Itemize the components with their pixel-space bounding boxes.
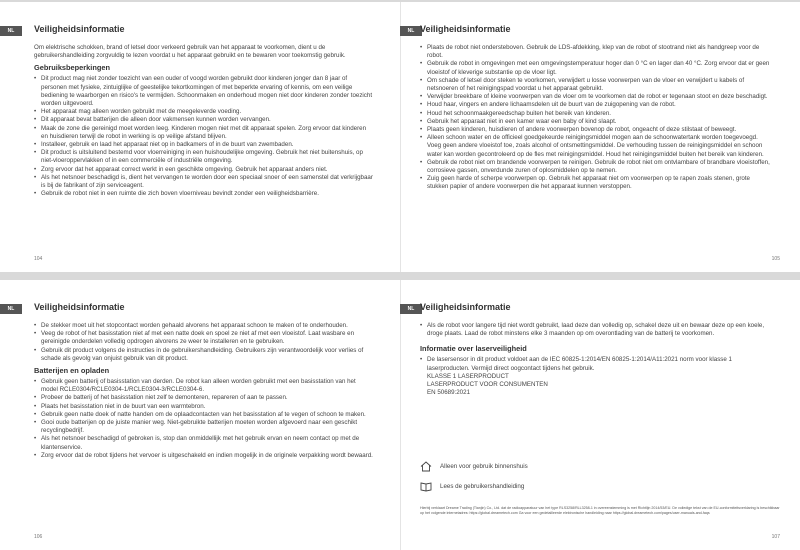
page-104 [0,2,400,272]
section-heading: Gebruiksbeperkingen [34,63,110,73]
page-title: Veiligheidsinformatie [420,24,511,34]
page-content [420,322,772,397]
list-item: • Installeer, gebruik en laad het apparaat niet op in badkamers of in de buurt van zwembaden. [34,141,374,149]
list-item: • Gooi oude batterijen op de juiste manier weg. Niet-gebruikte batterijen moeten worden afgevoerd naar een geschikt recyclingbedrijf. [34,419,374,435]
list-item: • Gebruik de robot niet in een ruimte die zich boven vloerniveau bevindt zonder een veiligheidsbarrière. [34,190,374,198]
indoor-notice [420,461,528,472]
list-item: • Maak de zone die gereinigd moet worden leeg. Kinderen mogen niet met dit apparaat spelen. Zorg ervoor dat kinderen en huisdieren terwijl de robot in werking is op veilige afstand blijven. [34,125,374,141]
top-spread [0,2,800,272]
list-item: • Als het netsnoer beschadigd of gebroken is, stop dan onmiddellijk met het gebruik ervan en neem contact op met de klantenservice. [34,435,374,451]
list-item: • Om schade of letsel door steken te voorkomen, verwijdert u losse voorwerpen van de vloer en verwijdert u kabels of netsnoeren of het reinigingspad voordat u het apparaat gebruikt. [420,77,772,93]
list-item: • Plaats geen kinderen, huisdieren of andere voorwerpen bovenop de robot, ongeacht of deze stilstaat of beweegt. [420,126,772,134]
manual-notice-label: Lees de gebruikershandleiding [440,483,525,490]
list-item: • Gebruik geen natte doek of natte handen om de oplaadcontacten van het basisstation af te vegen of schoon te maken. [34,411,374,419]
language-tab: NL [400,304,422,314]
page-105 [400,2,800,272]
list-item: • Plaats de robot niet ondersteboven. Gebruik de LDS-afdekking, klep van de robot of stootrand niet als handgreep voor de robot. [420,44,772,60]
language-tab: NL [400,26,422,36]
bullet-list [34,378,374,460]
page-number: 106 [34,534,43,540]
list-item: • Alleen schoon water en de officieel goedgekeurde reinigingsmiddel mogen aan de schoonwatertank worden toegevoegd. Voeg geen andere vloeistof toe, zoals alcohol of ontsmettingsmiddel. De verhouding tussen de reinigingsmiddel en schoon water kan worden gecontroleerd op de fles met reinigingsmiddel. Houd het reinigingsmiddel buiten het bereik van kinderen. [420,134,772,159]
indoor-notice-label: Alleen voor gebruik binnenshuis [440,463,528,470]
list-item: • Als de robot voor langere tijd niet wordt gebruikt, laad deze dan volledig op, schakel deze uit en bewaar deze op een koele, droge plaats. Laad de robot minstens elke 3 maanden op om overontlading van de batterij te voorkomen. [420,322,772,338]
bullet-list [34,322,374,363]
page-title: Veiligheidsinformatie [420,302,511,312]
laser-class-line: LASERPRODUCT VOOR CONSUMENTEN [427,381,548,389]
page-107 [400,280,800,550]
manual-notice [420,481,524,492]
list-item: • Gebruik geen batterij of basisstation van derden. De robot kan alleen worden gebruikt met een basisstation van het model RCLE0304/RCLE0304-1/RCLE0304-3/RCLE0304-6. [34,378,374,394]
list-item: • De stekker moet uit het stopcontact worden gehaald alvorens het apparaat schoon te maken of te onderhouden. [34,322,374,330]
bullet-list [420,356,772,372]
language-tab: NL [0,304,22,314]
list-item: • Zuig geen harde of scherpe voorwerpen op. Gebruik het apparaat niet om voorwerpen op te rapen zoals stenen, grote stukken papier of andere voorwerpen die het apparaat kunnen verstoppen. [420,175,772,191]
laser-class-line: KLASSE 1 LASERPRODUCT [427,372,509,380]
list-item: • Houd het schoonmaakgereedschap buiten het bereik van kinderen. [420,110,772,118]
page-content [34,44,374,198]
read-manual-icon [420,481,432,492]
page-content [420,44,772,192]
language-tab: NL [0,26,22,36]
bullet-list [420,44,772,192]
list-item: • Zorg ervoor dat de robot tijdens het vervoer is uitgeschakeld en indien mogelijk in de originele verpakking wordt bewaard. [34,452,374,460]
list-item: • Houd haar, vingers en andere lichaamsdelen uit de buurt van de zuigopening van de robot. [420,101,772,109]
list-item: • Veeg de robot of het basisstation niet af met een natte doek en spoel ze niet af met een vloeistof. Laat wasbare en gereinigde onderdelen volledig opdrogen alvorens ze weer te installeren en te gebruiken. [34,330,374,346]
page-content [34,322,374,460]
page-number: 105 [771,256,780,262]
bottom-spread [0,280,800,550]
bullet-list [34,75,374,198]
list-item: • Gebruik dit product volgens de instructies in de gebruikershandleiding. Gebruikers zijn verantwoordelijk voor verlies of schade als gevolg van onjuist gebruik van dit product. [34,347,374,363]
list-item: • Gebruik de robot in omgevingen met een omgevingstemperatuur hoger dan 0 °C en lager dan 40 °C. Zorg ervoor dat er geen vloeistof of kleverige substantie op de vloer ligt. [420,60,772,76]
section-heading: Batterijen en opladen [34,366,110,376]
page-title: Veiligheidsinformatie [34,302,125,312]
intro-paragraph: Om elektrische schokken, brand of letsel door verkeerd gebruik van het apparaat te voorkomen, dient u de gebruikershandleiding zorgvuldig te lezen voordat u het apparaat gebruikt en te bewaren voor toekomstig gebruik. [34,44,346,60]
list-item: • Plaats het basisstation niet in de buurt van een warmtebron. [34,403,374,411]
house-icon [420,461,432,472]
list-item: • Als het netsnoer beschadigd is, dient het vervangen te worden door een speciaal snoer of een samenstel dat verkrijgbaar is bij de fabrikant of zijn serviceagent. [34,174,374,190]
list-item: • Probeer de batterij of het basisstation niet zelf te demonteren, repareren of aan te passen. [34,394,374,402]
list-item: • Gebruik de robot niet om brandende voorwerpen te reinigen. Gebruik de robot niet om ontvlambare of brandbare vloeistoffen, corrosieve gassen, onverdunde zuren of oplosmiddelen op te nemen. [420,159,772,175]
list-item: • Gebruik het apparaat niet in een kamer waar een baby of kind slaapt. [420,118,772,126]
declaration-footnote: Hierbij verklaart Dreame Trading (Tianjin) Co., Ltd. dat de radioapparatuur van het type RLS3258/RLL3258-1 in overeenstemming is met Richtlijn 2014/53/EU. De volledige tekst van de EU-conformiteitsverklaring is beschikbaar op het volgende internetadres: https://global.dreametech.com Ga voor een gedetailleerde elektronische handleiding naar https://global.dreametech.com/pages/user-manuals-and-faqs [420,506,780,515]
list-item: • Dit apparaat bevat batterijen die alleen door vakmensen kunnen worden vervangen. [34,116,374,124]
list-item: • Dit product mag niet zonder toezicht van een ouder of voogd worden gebruikt door kinderen jonger dan 8 jaar of personen met fysieke, zintuiglijke of geestelijke tekortkomingen of met beperkte ervaring of kennis, om een veilige bediening te waarborgen en risico's te vermijden. Schoonmaken en onderhoud mogen niet door kinderen zonder toezicht worden uitgevoerd. [34,75,374,108]
list-item: • Dit product is uitsluitend bestemd voor vloerreiniging in een huishoudelijke omgeving. Gebruik het niet buitenshuis, op niet-vloeroppervlakken of in een commerciële of industriële omgeving. [34,149,374,165]
list-item: • De lasersensor in dit product voldoet aan de IEC 60825-1:2014/EN 60825-1:2014/A11:2021 norm voor klasse 1 laserproducten. Vermijd direct oogcontact tijdens het gebruik. [420,356,772,372]
page-number: 104 [34,256,43,262]
section-heading: Informatie over laserveiligheid [420,344,527,354]
list-item: • Het apparaat mag alleen worden gebruikt met de meegeleverde voeding. [34,108,374,116]
list-item: • Zorg ervoor dat het apparaat correct werkt in een geschikte omgeving. Gebruik het apparaat anders niet. [34,166,374,174]
page-106 [0,280,400,550]
bullet-list [420,322,772,338]
laser-class-line: EN 50689:2021 [427,389,471,397]
list-item: • Verwijder breekbare of kleine voorwerpen van de vloer om te voorkomen dat de robot er tegenaan stoot en deze beschadigt. [420,93,772,101]
page-title: Veiligheidsinformatie [34,24,125,34]
page-number: 107 [771,534,780,540]
